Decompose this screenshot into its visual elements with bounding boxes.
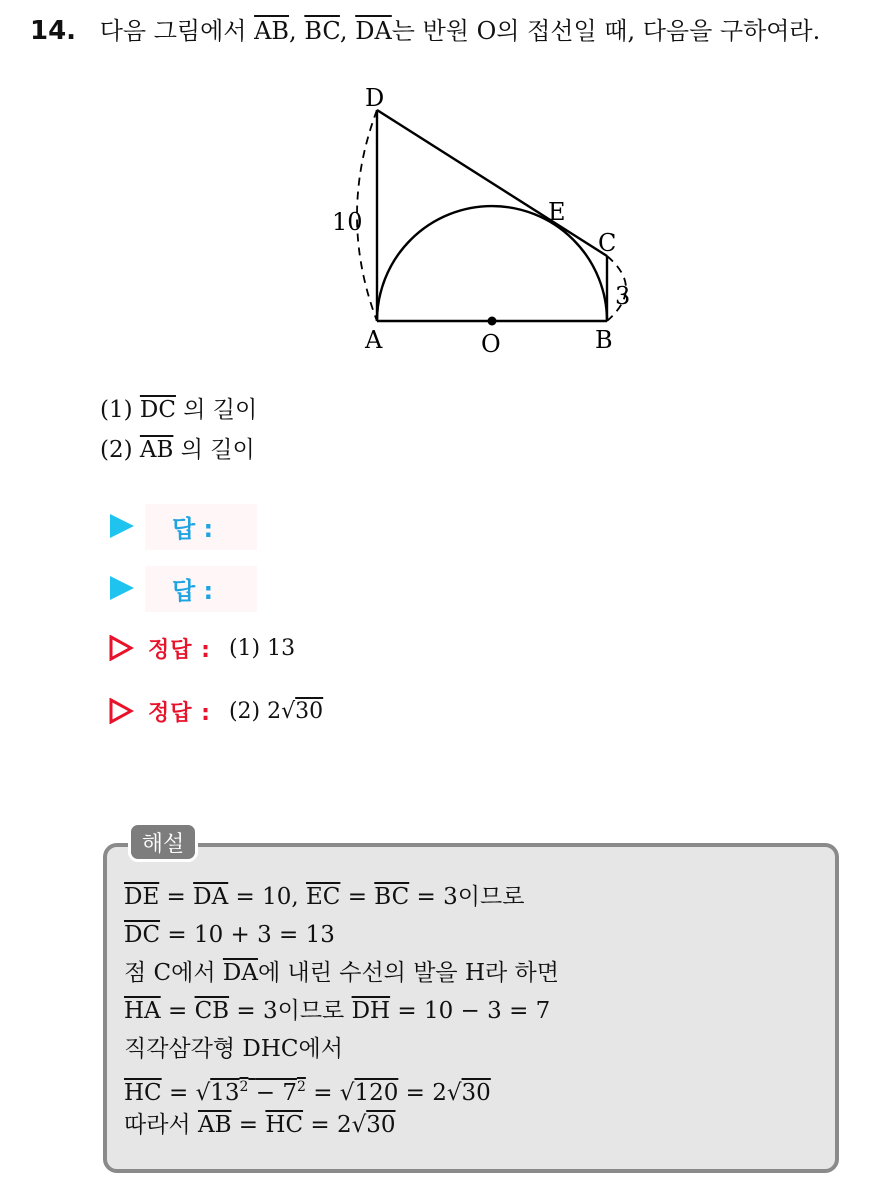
- length-da: 10: [332, 208, 363, 236]
- correct-label: 정답 :: [148, 637, 211, 663]
- radicand: − 7: [255, 1080, 297, 1106]
- sqrt-symbol: √120: [339, 1080, 399, 1106]
- answer-label: 답 :: [172, 576, 214, 605]
- correct-number: (1): [228, 635, 261, 661]
- center-point: [488, 317, 497, 326]
- question-text-after: 는 반원 O의 접선일 때, 다음을 구하여라.: [391, 17, 821, 45]
- equals: =: [238, 1112, 259, 1138]
- value-text: = 10,: [235, 884, 299, 910]
- solution-line-4: [124, 994, 550, 1028]
- semicircle-tangent-figure: [315, 76, 655, 366]
- question-text-before: 다음 그림에서: [99, 17, 247, 45]
- sqrt-symbol: √30: [446, 1080, 491, 1106]
- answer-row-1[interactable]: [110, 509, 213, 543]
- value-text: = 10 + 3 = 13: [167, 922, 335, 948]
- segment-ab: $\overline{AB}$: [139, 437, 174, 463]
- solution-line-6: [124, 1070, 491, 1110]
- radicand: 30: [461, 1080, 491, 1106]
- segment-hc: $\overline{HC}$: [124, 1080, 162, 1106]
- subquestion-2: [100, 434, 255, 466]
- equals: =: [168, 1080, 189, 1106]
- segment-bc: $\overline{BC}$: [304, 17, 340, 45]
- correct-value-text: 13: [267, 635, 296, 661]
- play-arrow-icon: [110, 576, 134, 600]
- correct-value: [229, 699, 323, 724]
- segment-ha: $\overline{HA}$: [124, 998, 161, 1024]
- equals: =: [347, 884, 367, 910]
- sqrt-symbol: √30: [351, 1112, 396, 1138]
- subquestion-1: [100, 394, 257, 426]
- exponent: 2: [239, 1079, 249, 1095]
- label-d: D: [365, 84, 385, 112]
- solution-line-1: [124, 880, 524, 914]
- line-dc: [377, 110, 607, 256]
- correct-label: 정답 :: [148, 700, 211, 726]
- semicircle-arc: [377, 206, 607, 321]
- segment-bc: $\overline{BC}$: [374, 884, 410, 910]
- comma: ,: [289, 17, 297, 45]
- subquestion-text: 의 길이: [180, 437, 255, 463]
- subquestion-text: 의 길이: [183, 397, 258, 423]
- radicand: 13: [210, 1080, 240, 1106]
- subquestion-number: (1): [100, 397, 133, 423]
- correct-answer-1: [108, 631, 295, 665]
- segment-da: $\overline{DA}$: [355, 17, 392, 45]
- solution-line-2: [124, 918, 335, 952]
- question-text: [30, 14, 875, 48]
- label-a: A: [365, 326, 383, 354]
- sqrt-symbol: √30: [281, 698, 324, 724]
- question-number: 14.: [30, 16, 77, 46]
- correct-answer-2: [108, 694, 323, 728]
- label-e: E: [548, 198, 566, 226]
- solution-line-3: [124, 956, 559, 990]
- segment-da: $\overline{DA}$: [222, 960, 258, 986]
- radicand: 120: [354, 1080, 399, 1106]
- sqrt-symbol: $√13^2 - 7^2$: [195, 1079, 306, 1106]
- correct-coefficient: 2: [267, 698, 282, 724]
- segment-dh: $\overline{DH}$: [351, 998, 391, 1024]
- segment-ab: $\overline{AB}$: [197, 1112, 232, 1138]
- length-bc: 3: [615, 282, 631, 310]
- outline-arrow-icon: [108, 635, 134, 661]
- segment-ec: $\overline{EC}$: [306, 884, 341, 910]
- label-b: B: [595, 326, 613, 354]
- label-c: C: [598, 229, 617, 257]
- equals: =: [166, 884, 186, 910]
- radicand: 30: [366, 1112, 396, 1138]
- outline-arrow-icon: [108, 698, 134, 724]
- solution-line-5: [124, 1032, 343, 1066]
- answer-label: 답 :: [172, 514, 214, 543]
- text: 점 C에서: [124, 960, 216, 986]
- text: 에 내린 수선의 발을 H라 하면: [257, 960, 559, 986]
- text: 직각삼각형 DHC에서: [124, 1036, 343, 1062]
- solution-tab: 해설: [128, 822, 198, 862]
- value-text: = 2: [405, 1080, 447, 1106]
- exponent: 2: [296, 1079, 306, 1095]
- solution-line-7: [124, 1108, 396, 1142]
- segment-cb: $\overline{CB}$: [194, 998, 230, 1024]
- subquestion-number: (2): [100, 437, 133, 463]
- segment-da: $\overline{DA}$: [193, 884, 229, 910]
- equals: =: [313, 1080, 333, 1106]
- value-text: = 3이므로: [236, 998, 345, 1024]
- segment-dc: $\overline{DC}$: [124, 922, 161, 948]
- segment-ab: $\overline{AB}$: [254, 17, 290, 45]
- value-text: = 3이므로: [416, 884, 525, 910]
- correct-number: (2): [228, 698, 261, 724]
- value-text: = 10 − 3 = 7: [397, 998, 551, 1024]
- segment-hc: $\overline{HC}$: [265, 1112, 304, 1138]
- correct-value: [229, 636, 295, 661]
- equals: =: [167, 998, 188, 1024]
- value-text: = 2: [310, 1112, 352, 1138]
- segment-dc: $\overline{DC}$: [139, 397, 176, 423]
- play-arrow-icon: [110, 514, 134, 538]
- answer-row-2[interactable]: [110, 571, 213, 605]
- segment-de: $\overline{DE}$: [124, 884, 160, 910]
- radicand: 30: [295, 698, 324, 724]
- label-o: O: [481, 330, 501, 358]
- text: 따라서: [124, 1112, 191, 1138]
- comma: ,: [339, 17, 348, 45]
